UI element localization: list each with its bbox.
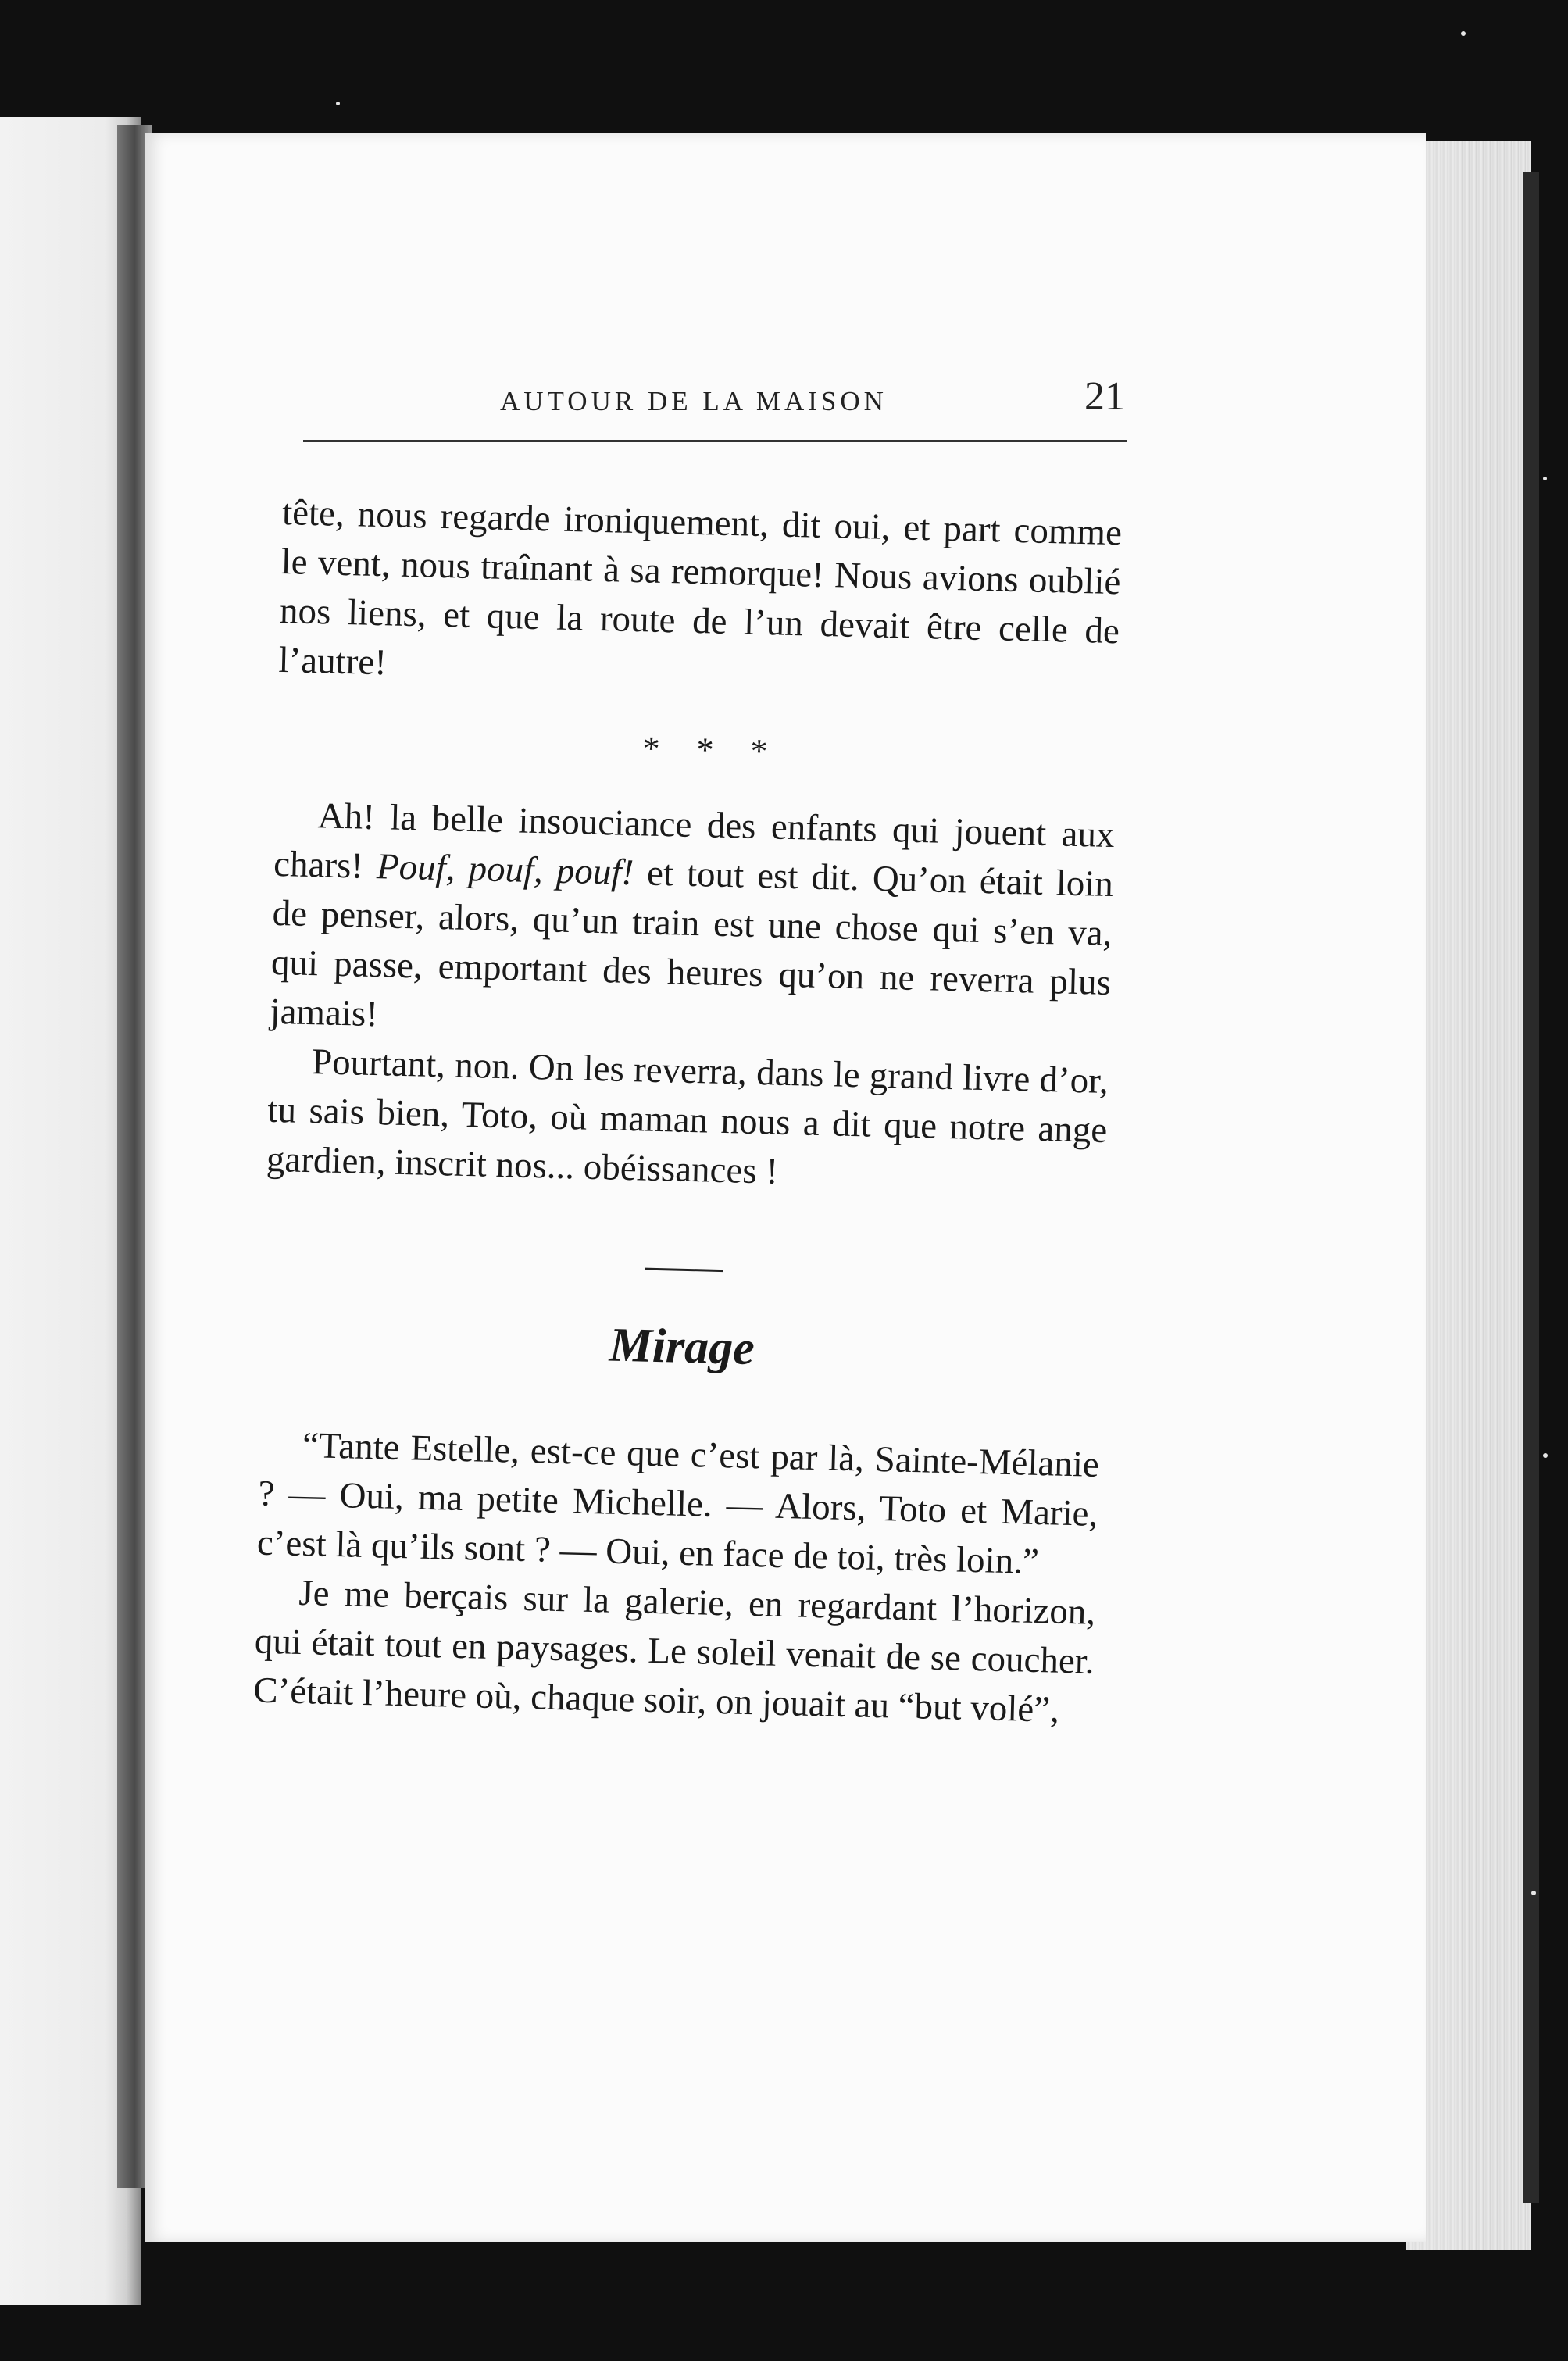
scan-speck (1543, 477, 1547, 480)
body-text (253, 488, 1123, 1736)
page-number: 21 (1084, 374, 1125, 419)
header-rule (303, 440, 1127, 442)
paragraph-chars-end: et tout est dit. Qu’on était loin de penser, alors, qu’un train est une chose qui s’en va, qui passe, emportant des heures qu’on ne reverra plus jamais! (269, 852, 1114, 1035)
scan-speck (1531, 1891, 1536, 1895)
paragraph-chars-italic: Pouf, pouf, pouf! (376, 846, 634, 894)
running-header (305, 373, 1125, 436)
section-title: Mirage (609, 1318, 755, 1376)
paragraph-dialogue: “Tante Estelle, est-ce que c’est par là, Sainte-Mélanie ? — Oui, ma petite Michelle. — Alors, Toto et Marie, c’est là qu’ils sont ? — Oui, en face de toi, très loin.” (256, 1424, 1100, 1583)
scan-speck (1461, 31, 1466, 36)
paragraph-continued: tête, nous regarde ironiquement, dit oui, et part comme le vent, nous traînant à sa remorque! Nous avions oublié nos liens, et que la route de l’un devait être celle de l’autre! (277, 491, 1123, 684)
paragraph-galerie: Je me berçais sur la galerie, en regardant l’horizon, qui était tout en paysages. Le soleil venait de se coucher. C’était l’heure où, chaque soir, on jouait au “but volé”, (252, 1572, 1096, 1731)
fore-edge-shadow (1523, 172, 1539, 2203)
asterism: * * * (641, 729, 783, 771)
running-title: AUTOUR DE LA MAISON (500, 386, 888, 416)
section-divider (645, 1268, 723, 1272)
paragraph-chars (270, 791, 1115, 1057)
paragraph-chars-start: Ah! la belle insouciance des enfants qui jouent aux chars! (273, 795, 1116, 888)
paragraph-pourtant: Pourtant, non. On les reverra, dans le grand livre d’or, tu sais bien, Toto, où maman nous a dit que notre ange gardien, inscrit nos... obéissances ! (266, 1041, 1109, 1192)
scan-speck (336, 102, 340, 105)
scan-speck (1543, 1453, 1548, 1458)
